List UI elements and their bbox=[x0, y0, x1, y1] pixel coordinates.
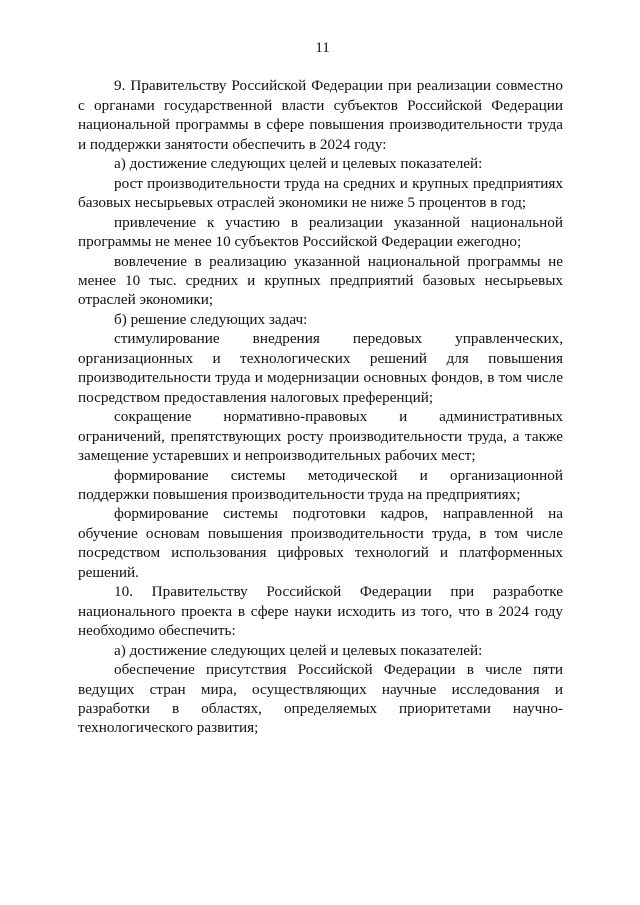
paragraph-9a-item-1: рост производительности труда на средних и крупных предприятиях базовых несырьевых отраслей экономики не ниже 5 процентов в год; bbox=[78, 174, 563, 212]
paragraph-9a-item-2: привлечение к участию в реализации указанной национальной программы не менее 10 субъектов Российской Федерации ежегодно; bbox=[78, 213, 563, 251]
paragraph-9a-heading: а) достижение следующих целей и целевых показателей: bbox=[114, 155, 483, 173]
paragraph-9-intro: 9. Правительству Российской Федерации при реализации совместно с органами государственной власти субъектов Российской Федерации национальной программы в сфере повышения производительности труда и поддержки занятости обеспечить в 2024 году: bbox=[78, 77, 563, 153]
paragraph-9a-item-3: вовлечение в реализацию указанной национальной программы не менее 10 тыс. средних и крупных предприятий базовых несырьевых отраслей экономики; bbox=[78, 252, 563, 309]
paragraph-10-intro: 10. Правительству Российской Федерации при разработке национального проекта в сфере науки исходить из того, что в 2024 году необходимо обеспечить: bbox=[78, 583, 563, 640]
paragraph-9b-item-1: стимулирование внедрения передовых управленческих, организационных и технологических решений для повышения производительности труда и модернизации основных фондов, в том числе посредством предоставления налоговых преференций; bbox=[78, 330, 563, 406]
paragraph-9b-item-3: формирование системы методической и организационной поддержки повышения производительности труда на предприятиях; bbox=[78, 466, 563, 503]
page-number: 11 bbox=[315, 39, 330, 56]
document-page bbox=[78, 38, 563, 738]
paragraph-9b-item-4: формирование системы подготовки кадров, направленной на обучение основам повышения производительности труда, в том числе посредством использования цифровых технологий и платформенных решений. bbox=[78, 505, 563, 581]
paragraph-9b-heading: б) решение следующих задач: bbox=[114, 310, 308, 328]
paragraph-9b-item-2: сокращение нормативно-правовых и административных ограничений, препятствующих росту производительности труда, а также замещение устаревших и непроизводительных рабочих мест; bbox=[78, 408, 563, 465]
paragraph-10a-heading: а) достижение следующих целей и целевых показателей: bbox=[114, 641, 483, 659]
paragraph-10a-item-1: обеспечение присутствия Российской Федерации в числе пяти ведущих стран мира, осуществляющих научные исследования и разработки в областях, определяемых приоритетами научно-технологического развития; bbox=[78, 661, 563, 737]
